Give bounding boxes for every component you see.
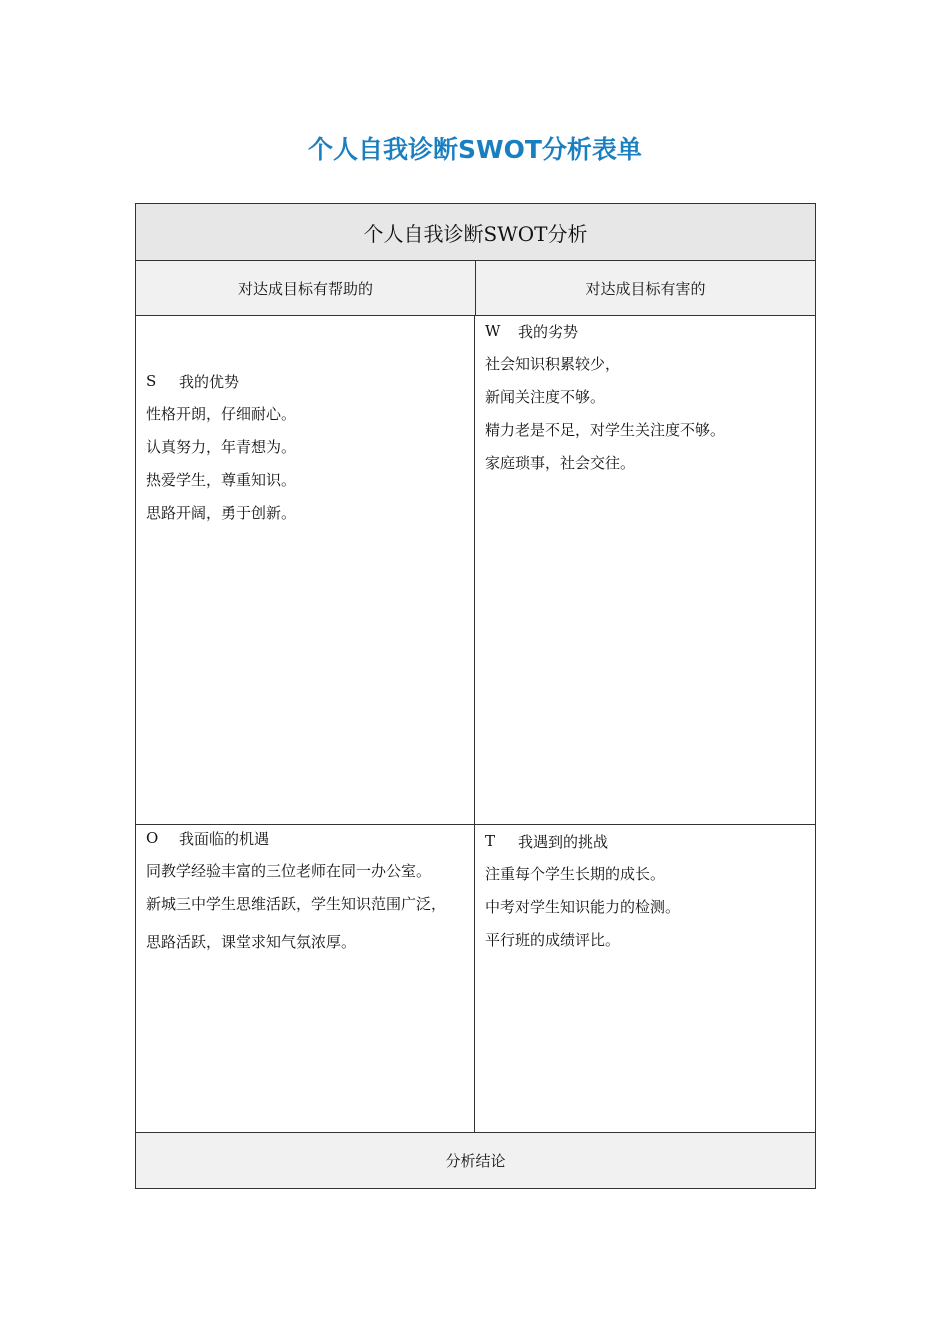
strengths-letter: S <box>146 372 157 390</box>
threats-item: 中考对学生知识能力的检测。 <box>485 898 681 916</box>
strengths-label: 我的优势 <box>179 372 240 391</box>
weaknesses-item: 家庭琐事，社会交往。 <box>485 454 636 472</box>
strengths-item: 认真努力，年青想为。 <box>146 438 297 456</box>
weaknesses-cell <box>475 316 815 825</box>
weaknesses-item: 新闻关注度不够。 <box>485 388 606 406</box>
threats-letter: T <box>485 832 496 850</box>
threats-item: 注重每个学生长期的成长。 <box>485 865 666 883</box>
conclusion-row: 分析结论 <box>136 1133 815 1188</box>
weaknesses-label: 我的劣势 <box>518 322 579 341</box>
opportunities-label: 我面临的机遇 <box>179 829 270 848</box>
opportunities-item: 思路活跃，课堂求知气氛浓厚。 <box>146 933 357 951</box>
weaknesses-heading <box>485 318 809 344</box>
threats-label: 我遇到的挑战 <box>518 832 609 851</box>
strengths-item: 热爱学生，尊重知识。 <box>146 471 297 489</box>
weaknesses-letter: W <box>485 322 501 340</box>
opportunities-letter: O <box>146 829 159 847</box>
threats-item: 平行班的成绩评比。 <box>485 931 621 949</box>
opportunities-cell <box>136 825 475 1133</box>
header-harmful: 对达成目标有害的 <box>475 261 815 315</box>
swot-table <box>135 203 816 1189</box>
weaknesses-item: 社会知识积累较少， <box>485 355 621 373</box>
header-helpful: 对达成目标有帮助的 <box>237 279 373 298</box>
document-title: 个人自我诊断SWOT分析表单 <box>308 135 642 164</box>
table-header-row <box>136 261 815 316</box>
threats-heading <box>485 828 809 854</box>
strengths-heading <box>146 368 468 394</box>
strengths-cell <box>136 316 475 825</box>
opportunities-item: 同教学经验丰富的三位老师在同一办公室。 <box>146 862 432 880</box>
threats-cell <box>475 825 815 1133</box>
strengths-item: 性格开朗，仔细耐心。 <box>146 405 297 423</box>
table-title: 个人自我诊断SWOT分析 <box>136 204 815 261</box>
opportunities-item: 新城三中学生思维活跃，学生知识范围广泛， <box>146 895 447 913</box>
weaknesses-item: 精力老是不足，对学生关注度不够。 <box>485 421 726 439</box>
strengths-item: 思路开阔，勇于创新。 <box>146 504 297 522</box>
opportunities-heading <box>146 825 468 851</box>
